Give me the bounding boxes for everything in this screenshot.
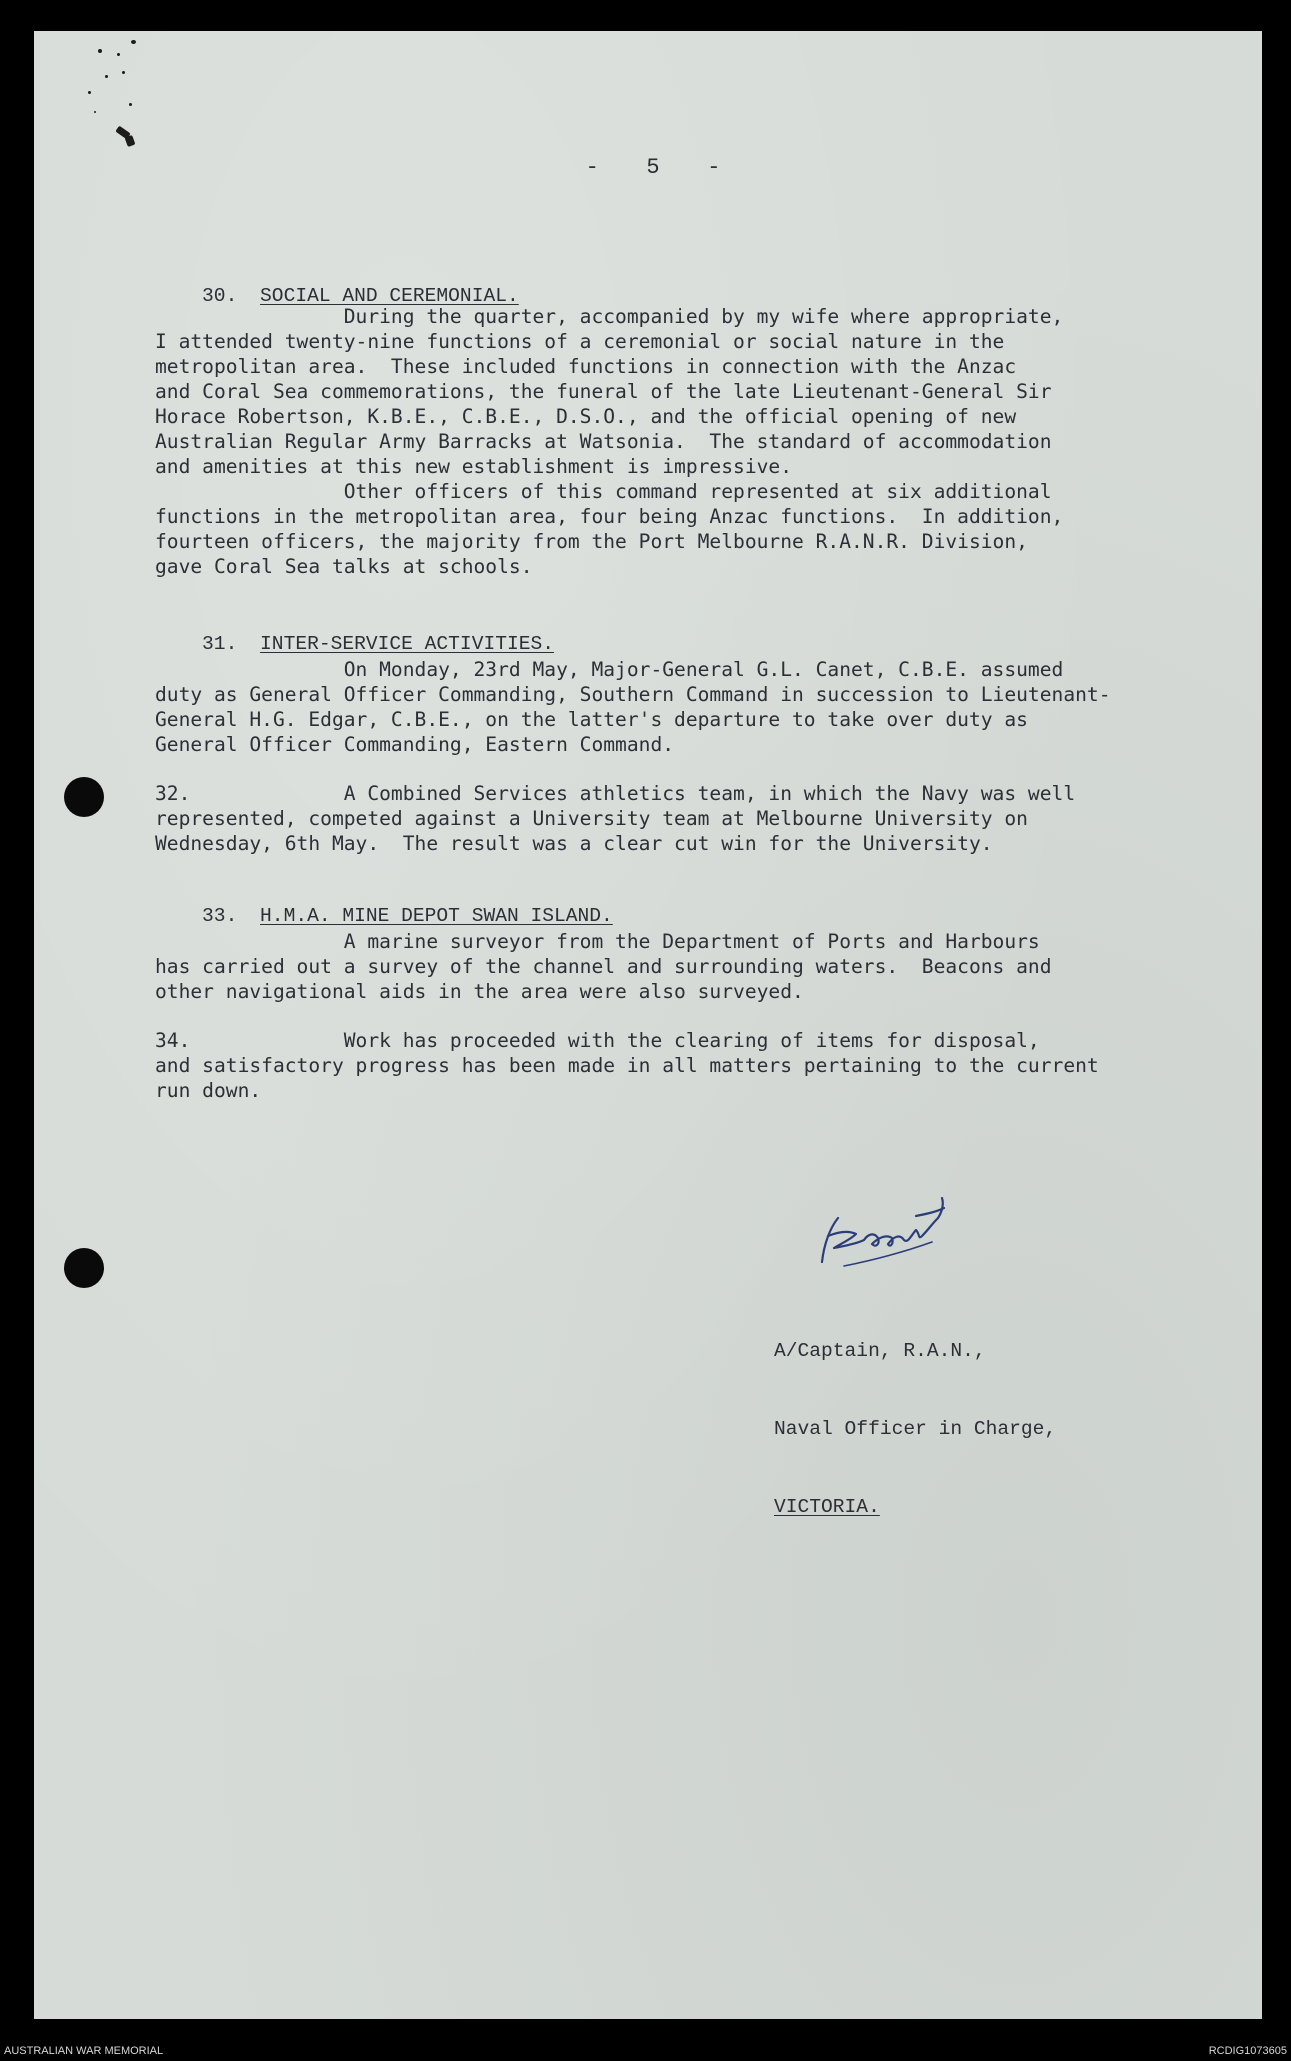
staple-mark	[88, 91, 91, 94]
signature-block	[774, 1286, 1056, 1572]
section-title: H.M.A. MINE DEPOT SWAN ISLAND.	[260, 905, 613, 927]
signature-rank: A/Captain, R.A.N.,	[774, 1340, 986, 1362]
section-number: 31.	[202, 633, 238, 655]
staple-mark	[122, 71, 125, 74]
staple-mark	[117, 53, 120, 56]
signature-location: VICTORIA.	[774, 1496, 880, 1518]
staple-mark	[98, 49, 102, 53]
punch-hole	[64, 777, 104, 817]
punch-hole	[64, 1248, 104, 1288]
section-31-body: On Monday, 23rd May, Major-General G.L. Canet, C.B.E. assumed duty as General Officer Commanding, Southern Command in succession to Lieutenant- General H.G. Edgar, C.B.E., on the latter's departure to take over duty as General Officer Commanding, Eastern Command.	[155, 658, 1111, 756]
section-33-body: A marine surveyor from the Department of Ports and Harbours has carried out a survey of the channel and surrounding waters. Beacons and other navigational aids in the area were also surveyed.	[155, 930, 1052, 1003]
staple-mark	[105, 75, 108, 78]
section-number: 30.	[202, 285, 238, 307]
section-34-body: 34. Work has proceeded with the clearing of items for disposal, and satisfactory progress has been made in all matters pertaining to the current run down.	[155, 1029, 1099, 1102]
footer-record-id: RCDIG1073605	[1208, 2045, 1287, 2057]
staple-mark	[129, 103, 132, 106]
staple-mark	[94, 111, 96, 113]
section-number: 33.	[202, 905, 238, 927]
section-title: INTER-SERVICE ACTIVITIES.	[260, 633, 555, 655]
footer-credit: AUSTRALIAN WAR MEMORIAL	[4, 2045, 164, 2057]
handwritten-signature	[804, 1174, 964, 1274]
signature-title: Naval Officer in Charge,	[774, 1418, 1057, 1440]
page-number: - 5 -	[585, 155, 723, 180]
staple-mark	[125, 135, 136, 147]
section-32-body: 32. A Combined Services athletics team, in which the Navy was well represented, competed against a University team at Melbourne University on Wednesday, 6th May. The result was a clear cut win for the University.	[155, 782, 1076, 855]
document-page	[34, 31, 1262, 2019]
section-30-body: During the quarter, accompanied by my wife where appropriate, I attended twenty-nine functions of a ceremonial or social nature in the metropolitan area. These included functions in connection with the Anzac and Coral Sea commemorations, the funeral of the late Lieutenant-General Sir Horace Robertson, K.B.E., C.B.E., D.S.O., and the official opening of new Australian Regular Army Barracks at Watsonia. The standard of accommodation and amenities at this new establishment is impressive. Other officers of this command represented at six additional functions in the metropolitan area, four being Anzac functions. In addition, fourteen officers, the majority from the Port Melbourne R.A.N.R. Division, gave Coral Sea talks at schools.	[155, 305, 1064, 578]
section-title: SOCIAL AND CEREMONIAL.	[260, 285, 519, 307]
staple-mark	[131, 40, 136, 44]
